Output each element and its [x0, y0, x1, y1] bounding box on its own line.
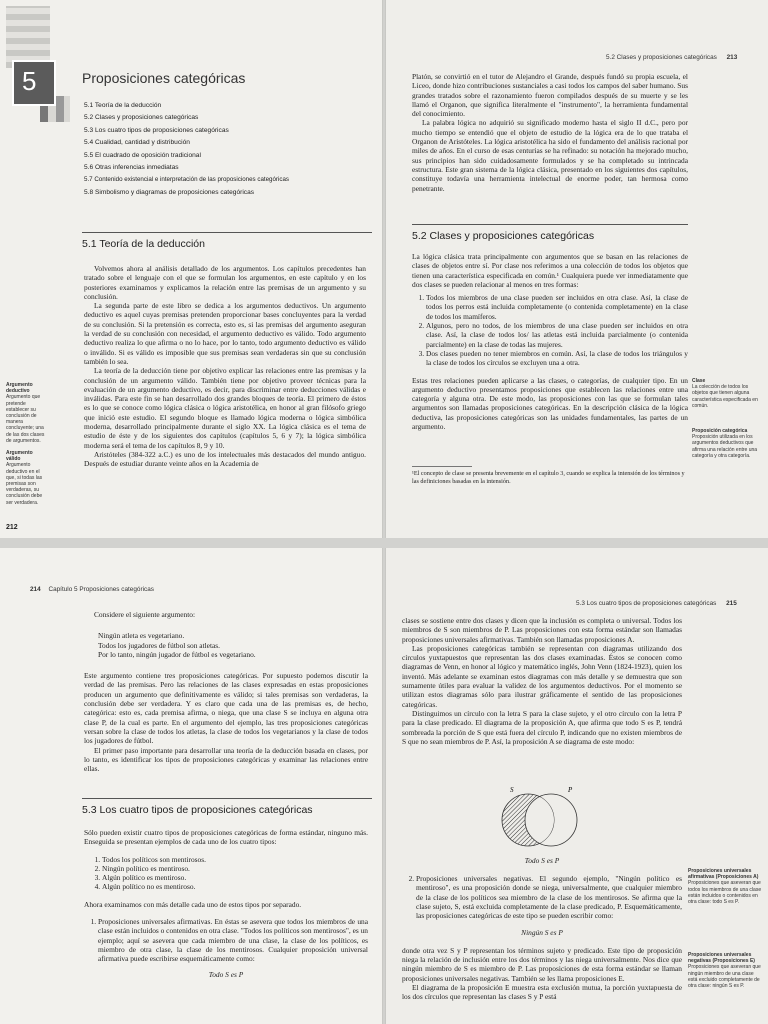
page-number: 213: [726, 54, 738, 61]
chapter-number: 5: [22, 66, 37, 96]
toc-item[interactable]: 5.5 El cuadrado de oposición tradicional: [84, 151, 201, 159]
margin-definition: Proposición utilizada en los argumentos deductivos que afirma una relación entre una categoría y otra categoría.: [692, 434, 758, 459]
margin-definition: Argumento deductivo en el que, si todas las premisas son verdaderas, su conclusión debe ser verdadera.: [6, 462, 43, 506]
type-list: [88, 855, 368, 892]
argument-line: Ningún atleta es vegetariano.: [98, 631, 185, 641]
footnote-rule: [412, 466, 472, 467]
section-body: [84, 828, 368, 979]
venn-label-p: P: [568, 786, 573, 794]
paragraph: Platón, se convirtió en el tutor de Alejandro el Grande, después fundó su propia escuela, el Liceo, donde hizo contribuciones sustanciales a casi todos los campos del saber humano. Sus grandes tratados sobre el razonamiento fueron compilados después de su muerte y se les llamó el Organon, que significa literalmente el "instrumento", la herramienta fundamental del conocimiento.: [412, 72, 688, 119]
running-head: [576, 600, 737, 607]
page-number: 212: [6, 524, 18, 531]
margin-definition: Proposiciones que aseveran que ningún miembro de una clase está excluido completamente de otra clase: ningún S es P.: [688, 964, 761, 990]
chapter-toc: [84, 100, 374, 199]
relation-list: [412, 293, 688, 367]
toc-item[interactable]: 5.3 Los cuatro tipos de proposiciones categóricas: [84, 126, 229, 134]
paragraph: La segunda parte de este libro se dedica a los argumentos deductivos. Un argumento deductivo es aquel cuyas premisas pretenden proporcionar bases concluyentes para la verdad de su conclusión. Si la pretensión es correcta, esto es, si las premisas del argumento aseguran la verdad de su conclusión con necesidad, el argumento deductivo es válido. Todo argumento deductivo realiza lo que afirma o no lo hace, por lo tanto, todo argumento deductivo es válido o inválido. Si es válido es imposible que sus premisas sean verdaderas sin que su conclusión también lo sea.: [84, 301, 366, 366]
page-body: [84, 610, 368, 773]
margin-note: [688, 868, 764, 905]
example-argument: [98, 631, 368, 659]
paragraph: Ahora examinamos con más detalle cada uno de estos tipos por separado.: [84, 899, 302, 909]
page-number: 214: [30, 586, 41, 593]
paragraph: Este argumento contiene tres proposiciones categóricas. Por supuesto podemos discutir la verdad de las premisas. Pero las relaciones de las clases expresadas en estas proposiciones producen un argumento que definitivamente es válido; si tales premisas son verdaderas, la conclusión debe ser verdadera. Y es claro que cada una de las premisas es, de hecho, categórica: esto es, cada premisa afirma, o niega, que una clase S se incluya en alguna otra clase P, de la cual es parte. En el argumento del ejemplo, las tres proposiciones categóricas versan sobre la clase de todos los atletas, la clase de todos los vegetarianos y la clase de todos los jugadores de fútbol.: [84, 671, 368, 746]
margin-term: Clase: [692, 378, 706, 384]
toc-item[interactable]: 5.4 Cualidad, cantidad y distribución: [84, 139, 190, 147]
list-item: 3. Dos clases pueden no tener miembros en común. Así, la clase de todos los triángulos y la clase de todos los círculos se excluyen una a otra.: [426, 349, 688, 368]
chapter-title: Proposiciones categóricas: [82, 70, 246, 86]
spread-separator: [0, 538, 768, 548]
section-title: 5.1 Teoría de la deducción: [82, 238, 205, 250]
toc-item[interactable]: 5.6 Otras inferencias inmediatas: [84, 164, 179, 172]
paragraph: Distinguimos un círculo con la letra S para la clase sujeto, y el otro círculo con la letra P para la clase predicado. El diagrama de la proposición A, que afirma que todo S es P, tendrá sombreada la porción de S que está fuera del círculo P, indicando que no existen miembros de S que no sean miembros de P. Así, la proposición A se diagrama de este modo:: [402, 708, 682, 746]
margin-note: [6, 382, 46, 444]
running-head: [30, 586, 154, 593]
section-body: [412, 252, 688, 431]
list-item: 1. Todos los miembros de una clase pueden ser incluidos en otra clase. Así, la clase de todos los perros está incluida completamente (o contenida completamente) en la clase de todos los mamíferos.: [426, 293, 688, 321]
chapter-ornament: [6, 6, 50, 68]
schema-formula: Todo S es P: [524, 856, 560, 865]
page-number: 215: [726, 600, 737, 607]
margin-term: Proposiciones universales negativas (Proposiciones E): [688, 952, 755, 965]
paragraph: La lógica clásica trata principalmente con argumentos que se basan en las relaciones de clases de objetos entre sí. Por clase nos referimos a una colección de todos los objetos que tienen una característica especificada en común.¹ Cualquiera puede ver inmediatamente que dos clases se pueden relacionar al menos en tres formas:: [412, 252, 688, 289]
page-213: [386, 0, 768, 538]
section-rule: [82, 798, 372, 799]
list-item: 2. Ningún político es mentiroso.: [102, 864, 368, 873]
section-rule: [82, 232, 372, 233]
margin-note: [688, 952, 764, 989]
paragraph: donde otra vez S y P representan los términos sujeto y predicado. Este tipo de proposición niega la relación de inclusión entre los dos términos y las niega universalmente. Nos dice que ningún miembro de S es miembro de P. Las proposiciones de esta forma estándar se llaman proposiciones universales negativas. También se les llama proposiciones E.: [402, 945, 682, 983]
detail-list: [84, 917, 368, 963]
paragraph: Aristóteles (384-322 a.C.) es uno de los intelectuales más destacados del mundo antiguo. Después de estudiar durante veinte años en la Academia de: [84, 449, 366, 469]
margin-definition: Argumento que pretende establecer su conclusión de manera concluyente; una de las dos clases de argumentos.: [6, 394, 45, 444]
toc-item[interactable]: 5.7 Contenido existencial e interpretación de las proposiciones categóricas: [84, 176, 289, 184]
argument-line: Todos los jugadores de fútbol son atletas.: [98, 640, 221, 650]
paragraph: clases se sostiene entre dos clases y dicen que la inclusión es completa o universal. Todos los miembros de S son miembros de P. Las proposiciones con esta forma estándar son llamadas proposiciones universales afirmativas. También son llamadas proposiciones A.: [402, 616, 682, 644]
list-item: 2. Proposiciones universales negativas. El segundo ejemplo, "Ningún político es mentiroso", es una proposición donde se niega, universalmente, que cualquier miembro de la clase de los políticos sea miembro de la clase de los mentirosos. Se afirma que la clase sujeto, S, está excluida completamente de la clase predicado, P. Esquemáticamente, las proposiciones categóricas de este tipo se pueden escribir como:: [416, 874, 682, 920]
list-item: 1. Todos los políticos son mentirosos.: [102, 855, 368, 864]
page-215: [386, 548, 768, 1024]
paragraph: Considere el siguiente argumento:: [94, 610, 196, 619]
toc-item[interactable]: 5.1 Teoría de la deducción: [84, 102, 162, 109]
list-item: 4. Algún político no es mentiroso.: [102, 882, 368, 891]
paragraph: Las proposiciones categóricas también se representan con diagramas utilizando dos círculos yuxtapuestos que representan las dos clases examinadas. Éstos se conocen como diagramas de Venn, en honor al lógico y matemático inglés, John Venn (1824-1923), quien los inventó. Más adelante se examinan estos diagramas con más detalle y se demuestra que son sumamente útiles para evaluar la validez de los argumentos deductivos. Por el momento se utilizan estos diagramas sólo para ilustrar gráficamente el sentido de las proposiciones categóricas.: [402, 643, 682, 709]
list-item: 2. Algunos, pero no todos, de los miembros de una clase pueden ser incluidos en otra clase. Así, la clase de todos los/ las atletas está incluida parcialmente (o contenida parcialmente) en la clase de todas las mujeres.: [426, 321, 688, 349]
page-body: [412, 72, 688, 193]
running-head: [606, 54, 737, 61]
margin-term: Argumento deductivo: [6, 382, 33, 395]
page-212: [0, 0, 382, 538]
margin-term: Argumento válido: [6, 450, 33, 463]
margin-note: [692, 428, 764, 459]
running-head-title: 5.3 Los cuatro tipos de proposiciones categóricas: [576, 600, 717, 607]
margin-term: Proposiciones universales afirmativas (Proposiciones A): [688, 868, 759, 881]
footnote: ¹El concepto de clase se presenta brevemente en el capítulo 3, cuando se explica la intensión de los términos y las definiciones basadas en la intensión.: [412, 470, 685, 485]
margin-definition: La colección de todos los objetos que tienen alguna característica especificada en común.: [692, 384, 758, 409]
list-item: 1. Proposiciones universales afirmativas. En éstas se asevera que todos los miembros de una clase están incluidos o contenidos en otra clase. "Todos los políticos son mentirosos", es un ejemplo; aquí se asevera que cada miembro de una clase, la clase de los políticos, es miembro de otra clase, la clase de los mentirosos. Cualquier proposición universal afirmativa puede escribirse esquemáticamente como:: [98, 917, 368, 963]
section-title: 5.2 Clases y proposiciones categóricas: [412, 230, 595, 242]
margin-term: Proposición categórica: [692, 428, 748, 434]
schema-formula: Ningún S es P: [521, 928, 563, 938]
detail-list: [402, 874, 682, 920]
schema-formula: Todo S es P: [208, 969, 244, 979]
section-title: 5.3 Los cuatro tipos de proposiciones categóricas: [82, 804, 313, 816]
margin-note: [692, 378, 764, 409]
page-body: [402, 616, 682, 746]
venn-diagram-a: [486, 782, 596, 852]
list-item: 3. Algún político es mentiroso.: [102, 873, 368, 882]
margin-note: [6, 450, 46, 506]
toc-item[interactable]: 5.2 Clases y proposiciones categóricas: [84, 114, 199, 122]
paragraph: La palabra lógica no adquirió su significado moderno hasta el siglo II d.C., pero por mucho tiempo se entendió que el objeto de estudio de la lógica era de lo que trataba el Organon de Aristóteles. La lógica aristotélica ha sido el fundamento del análisis racional por miles de años. En el curso de esas centurias se ha refinado: su notación ha mejorado mucho, sus principios han sido cuidadosamente formulados y se ha completado su intrincada estructura. Este gran sistema de la lógica clásica, presentado en los siguientes dos capítulos, constituye todavía una herramienta intelectual de enorme poder, tan hermosa como penetrante.: [412, 118, 688, 193]
running-head-title: 5.2 Clases y proposiciones categóricas: [606, 54, 717, 61]
section-rule: [412, 224, 688, 225]
paragraph: El primer paso importante para desarrollar una teoría de la deducción basada en clases, por lo tanto, es identificar los tipos de proposiciones categóricas y examinar las relaciones entre ellas.: [84, 745, 368, 774]
section-body: [84, 264, 366, 469]
paragraph: El diagrama de la proposición E muestra esta exclusión mutua, la porción yuxtapuesta de los dos círculos que representan las clases S y P está: [402, 982, 682, 1002]
paragraph: Volvemos ahora al análisis detallado de los argumentos. Los capítulos precedentes han tratado sobre el lenguaje con el que se formulan los argumentos, en este capítulo y en los posteriores examinamos y explicamos la relación entre las premisas de un argumento y su conclusión.: [84, 264, 366, 301]
paragraph: La teoría de la deducción tiene por objetivo explicar las relaciones entre las premisas y la conclusión de un argumento válido. También tiene por objetivo proveer técnicas para la evaluación de un argumento deductivo, es decir, para discriminar entre deducciones válidas e inválidas. Para este fin se han desarrollado dos grandes bloques de teoría. El primero de éstos es lo que se conoce como lógica clásica o lógica aristotélica, en honor al gran filósofo griego que inició este estudio. El segundo bloque es llamado lógica moderna o lógica simbólica moderna, desarrollado principalmente durante el siglo XX. La lógica clásica es el tema de estudio de éste y de los siguientes dos capítulos (capítulos 5, 6 y 7); la lógica simbólica moderna será el tema de los capítulos 8, 9 y 10.: [84, 366, 366, 450]
margin-definition: Proposiciones que aseveran que todos los miembros de una clase están incluidos o contenidos en otra clase: todo S es P.: [688, 880, 762, 906]
section-body: [402, 874, 682, 1002]
toc-item[interactable]: 5.8 Simbolismo y diagramas de proposiciones categóricas: [84, 188, 255, 196]
paragraph: Estas tres relaciones pueden aplicarse a las clases, o categorías, de cualquier tipo. En un argumento deductivo presentamos proposiciones que establecen las relaciones entre una categoría y alguna otra. De este modo, las proposiciones con las que se formulan tales argumentos son llamadas proposiciones categóricas. En la descripción clásica de la lógica deductiva, las proposiciones categóricas son las unidades fundamentales, las partes de un argumento.: [412, 375, 688, 432]
venn-label-s: S: [510, 786, 514, 794]
argument-line: Por lo tanto, ningún jugador de fútbol es vegetariano.: [98, 649, 256, 659]
running-head-title: Capítulo 5 Proposiciones categóricas: [48, 586, 154, 593]
paragraph: Sólo pueden existir cuatro tipos de proposiciones categóricas de forma estándar, ninguno más. Enseguida se presentan ejemplos de cada uno de los cuatro tipos:: [84, 828, 368, 847]
page-214: [0, 548, 382, 1024]
